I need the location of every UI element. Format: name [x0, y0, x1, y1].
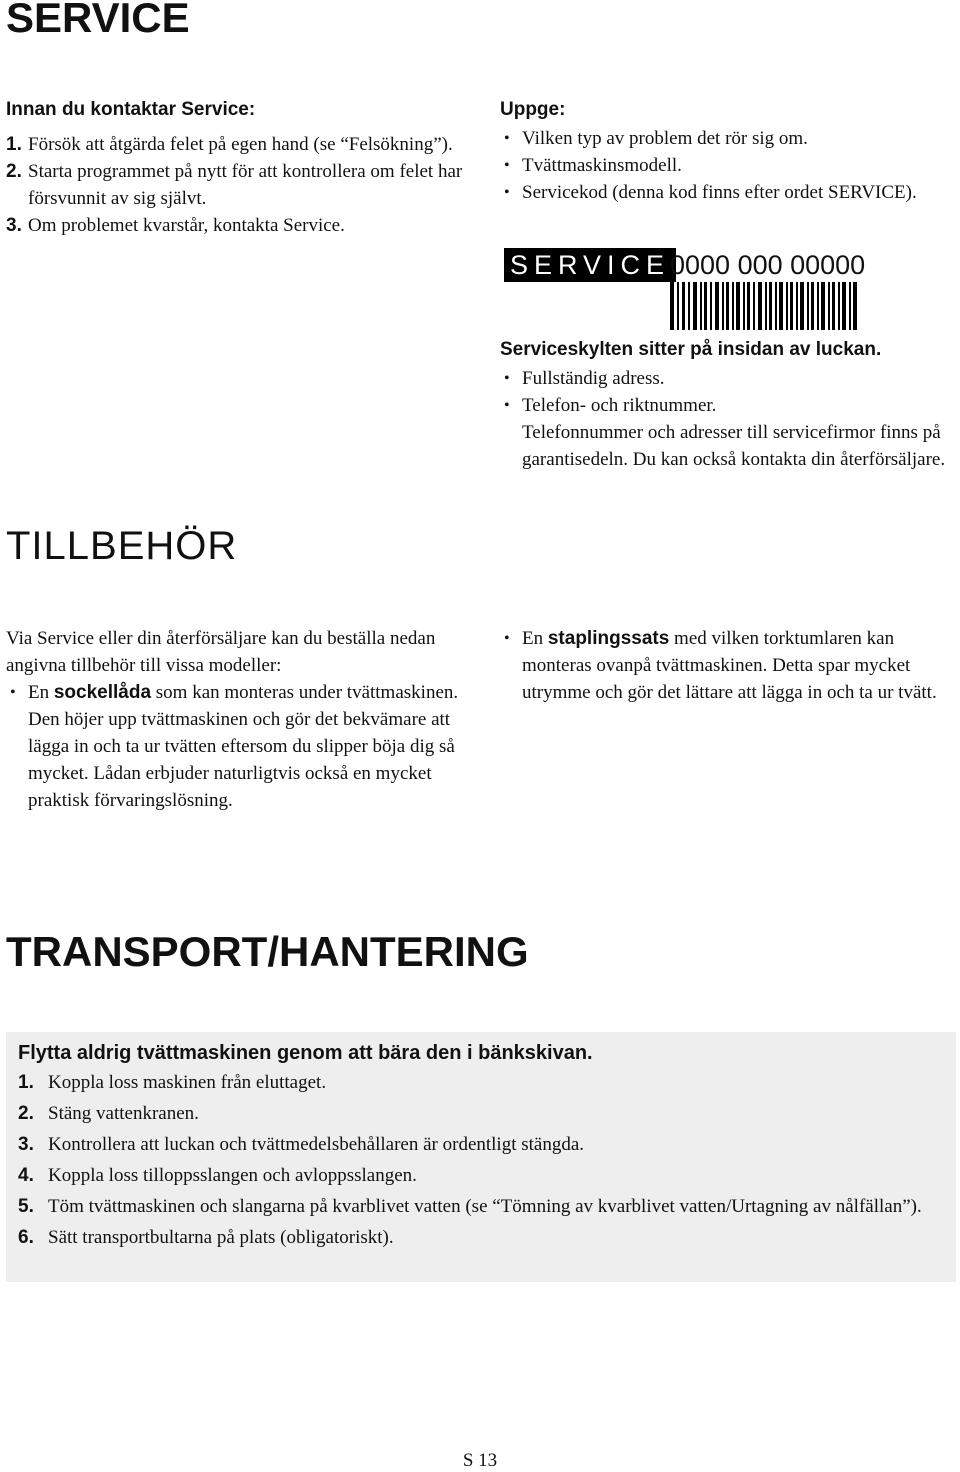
accessories-title: TILLBEHÖR — [6, 524, 238, 568]
list-item — [18, 1193, 944, 1220]
step-text: Töm tvättmaskinen och slangarna på kvarblivet vatten (se “Tömning av kvarblivet vatten/Urtagning av nålfällan”). — [48, 1196, 922, 1217]
list-item — [6, 679, 466, 814]
item-text-pre: En — [28, 682, 54, 703]
transport-instructions-box — [6, 1032, 956, 1282]
contact-list — [500, 365, 950, 419]
list-item — [18, 1162, 944, 1189]
step-number: 2. — [6, 161, 22, 182]
item-text-post: med vilken torktumlaren kan monteras ovanpå tvättmaskinen. Detta spar mycket utrymme och gör det lättare att lägga in och ta ur tvätt. — [522, 628, 937, 703]
step-text: Sätt transportbultarna på plats (obligatoriskt). — [48, 1227, 394, 1248]
info-heading: Uppge: — [500, 99, 566, 120]
service-contact-section — [500, 336, 950, 473]
list-item: • Telefon- och riktnummer. — [500, 392, 950, 419]
accessories-left-column — [6, 625, 466, 814]
list-item — [6, 212, 466, 239]
step-text: Koppla loss maskinen från eluttaget. — [48, 1072, 327, 1093]
barcode-image — [670, 282, 860, 330]
list-item — [6, 158, 466, 212]
step-number: 4. — [18, 1165, 34, 1186]
step-number: 5. — [18, 1196, 34, 1217]
accessories-intro: Via Service eller din återförsäljare kan du beställa nedan angivna tillbehör till vissa modeller: — [6, 628, 436, 676]
service-code: 0000 000 00000 — [670, 250, 866, 280]
item-text-post: som kan monteras under tvättmaskinen. Den höjer upp tvättmaskinen och gör det bekvämare att lägga in och ta ur tvätten eftersom du slipper böja dig så mycket. Lådan erbjuder naturligtvis också en mycket praktisk förvaringslösning. — [28, 682, 459, 811]
step-text: Starta programmet på nytt för att kontrollera om felet har försvunnit av sig självt. — [28, 161, 463, 209]
contact-note: Telefonnummer och adresser till servicefirmor finns på garantisedeln. Du kan också kontakta din återförsäljare. — [522, 422, 946, 470]
plate-location-note: Serviceskylten sitter på insidan av luckan. — [500, 339, 882, 360]
step-number: 2. — [18, 1103, 34, 1124]
step-number: 1. — [18, 1072, 34, 1093]
list-item — [6, 131, 466, 158]
list-item — [18, 1224, 944, 1251]
accessories-right-column — [500, 625, 950, 706]
transport-steps — [18, 1069, 944, 1251]
service-title: SERVICE — [6, 0, 190, 41]
service-label-word: SERVICE — [504, 248, 676, 282]
step-number: 1. — [6, 134, 22, 155]
accessories-list-right — [500, 625, 950, 706]
before-contact-steps — [6, 131, 466, 239]
info-list — [500, 125, 940, 206]
list-item — [18, 1069, 944, 1096]
step-text: Stäng vattenkranen. — [48, 1103, 199, 1124]
service-before-section — [6, 96, 466, 239]
step-text: Försök att åtgärda felet på egen hand (se “Felsökning”). — [28, 134, 453, 155]
list-item: • Servicekod (denna kod finns efter ordet SERVICE). — [500, 179, 940, 206]
step-text: Om problemet kvarstår, kontakta Service. — [28, 215, 345, 236]
step-number: 6. — [18, 1227, 34, 1248]
list-item — [18, 1131, 944, 1158]
step-number: 3. — [6, 215, 22, 236]
item-name: sockellåda — [53, 682, 152, 703]
before-contact-heading: Innan du kontaktar Service: — [6, 99, 256, 120]
step-text: Koppla loss tilloppsslangen och avloppsslangen. — [48, 1165, 417, 1186]
list-item: • Tvättmaskinsmodell. — [500, 152, 940, 179]
page-number: S 13 — [462, 1450, 498, 1471]
step-number: 3. — [18, 1134, 34, 1155]
list-item: • Fullständig adress. — [500, 365, 950, 392]
list-item — [18, 1100, 944, 1127]
item-name: staplingssats — [547, 628, 670, 649]
accessories-list-left — [6, 679, 466, 814]
transport-warning: Flytta aldrig tvättmaskinen genom att bära den i bänkskivan. — [18, 1042, 593, 1064]
list-item — [500, 625, 950, 706]
list-item: • Vilken typ av problem det rör sig om. — [500, 125, 940, 152]
transport-title: TRANSPORT/HANTERING — [6, 928, 529, 975]
service-info-section — [500, 96, 940, 206]
step-text: Kontrollera att luckan och tvättmedelsbehållaren är ordentligt stängda. — [48, 1134, 585, 1155]
item-text-pre: En — [522, 628, 548, 649]
